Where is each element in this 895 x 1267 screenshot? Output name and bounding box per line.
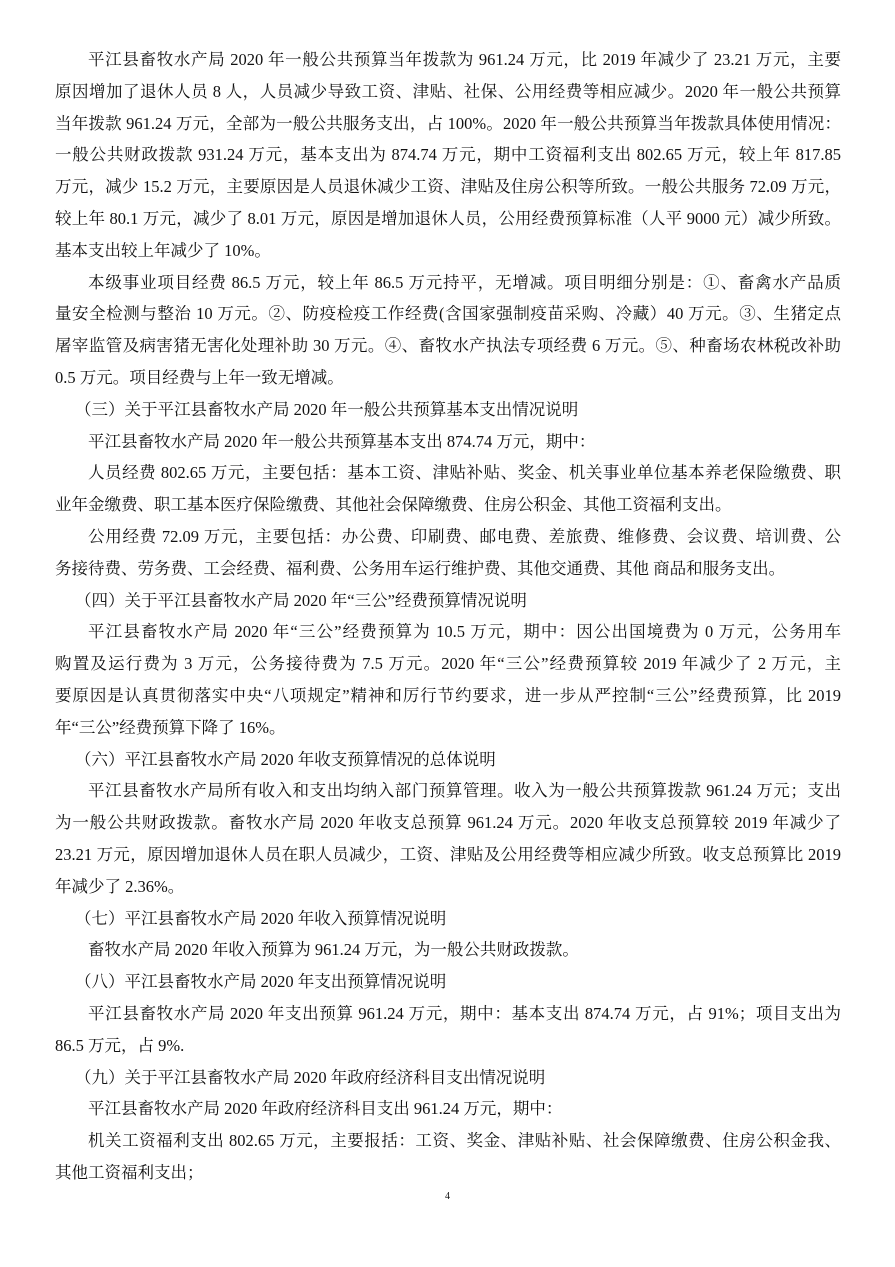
paragraph [55, 775, 841, 902]
text-line: 0.5 万元。项目经费与上年一致无增减。 [55, 367, 344, 387]
paragraph [55, 426, 841, 458]
section-heading [55, 585, 841, 617]
text-line: 较上年 80.1 万元，减少了 8.01 万元，原因是增加退休人员，公用经费预算标准（人平 9000 元）减少所致。 [55, 208, 842, 228]
paragraph [55, 934, 841, 966]
paragraph [55, 616, 841, 743]
text-line: 平江县畜牧水产局 2020 年一般公共预算基本支出 874.74 万元，期中： [88, 431, 596, 451]
text-line: （七）平江县畜牧水产局 2020 年收入预算情况说明 [75, 908, 447, 928]
text-line: 本级事业项目经费 86.5 万元，较上年 86.5 万元持平，无增减。项目明细分别是：①、畜禽水产品质 [88, 272, 841, 292]
text-line: 业年金缴费、职工基本医疗保险缴费、其他社会保障缴费、住房公积金、其他工资福利支出。 [55, 495, 732, 515]
paragraph [55, 44, 841, 267]
paragraph [55, 998, 841, 1062]
text-line: 购置及运行费为 3 万元，公务接待费为 7.5 万元。2020 年“三公”经费预算较 2019 年减少了 2 万元，主 [55, 654, 841, 674]
text-line: 平江县畜牧水产局 2020 年支出预算 961.24 万元，期中：基本支出 874.74 万元，占 91%；项目支出为 [88, 1003, 841, 1023]
section-heading [55, 1062, 841, 1094]
page-number: 4 [445, 1191, 450, 1202]
paragraph [55, 457, 841, 521]
text-line: 务接待费、劳务费、工会经费、福利费、公务用车运行维护费、其他交通费、其他 商品和服务支出。 [55, 558, 786, 578]
text-line: 公用经费 72.09 万元，主要包括：办公费、印刷费、邮电费、差旅费、维修费、会议费、培训费、公 [88, 526, 841, 546]
paragraph [55, 267, 841, 394]
text-line: 为一般公共财政拨款。畜牧水产局 2020 年收支总预算 961.24 万元。2020 年收支总预算较 2019 年减少了 [55, 813, 841, 833]
text-line: 平江县畜牧水产局所有收入和支出均纳入部门预算管理。收入为一般公共预算拨款 961.24 万元；支出 [88, 781, 841, 801]
paragraph [55, 1093, 841, 1125]
text-line: （四）关于平江县畜牧水产局 2020 年“三公”经费预算情况说明 [75, 590, 527, 610]
text-line: 平江县畜牧水产局 2020 年政府经济科目支出 961.24 万元，期中： [88, 1099, 563, 1119]
text-line: 23.21 万元，原因增加退休人员在职人员减少，工资、津贴及公用经费等相应减少所致。收支总预算比 2019 [55, 844, 842, 864]
text-line: 其他工资福利支出； [55, 1162, 204, 1182]
text-line: 基本支出较上年减少了 10%。 [55, 240, 271, 260]
text-line: 屠宰监管及病害猪无害化处理补助 30 万元。④、畜牧水产执法专项经费 6 万元。⑤、种畜场农林税改补助 [55, 336, 841, 356]
section-heading [55, 394, 841, 426]
section-heading [55, 966, 841, 998]
text-line: 年减少了 2.36%。 [55, 876, 185, 896]
text-line: 量安全检测与整治 10 万元。②、防疫检疫工作经费(含国家强制疫苗采购、冷藏）40 万元。③、生猪定点 [55, 304, 841, 324]
text-line: （三）关于平江县畜牧水产局 2020 年一般公共预算基本支出情况说明 [75, 399, 579, 419]
section-heading [55, 903, 841, 935]
text-line: 86.5 万元，占 9%. [55, 1035, 185, 1055]
text-line: 机关工资福利支出 802.65 万元，主要报括：工资、奖金、津贴补贴、社会保障缴费、住房公积金我、 [88, 1131, 841, 1151]
text-line: （六）平江县畜牧水产局 2020 年收支预算情况的总体说明 [75, 749, 496, 769]
text-line: 平江县畜牧水产局 2020 年一般公共预算当年拨款为 961.24 万元，比 2019 年减少了 23.21 万元，主要 [88, 50, 841, 69]
text-line: （八）平江县畜牧水产局 2020 年支出预算情况说明 [75, 972, 447, 992]
paragraph [55, 1125, 841, 1189]
text-line: 畜牧水产局 2020 年收入预算为 961.24 万元，为一般公共财政拨款。 [88, 940, 579, 960]
section-heading [55, 744, 841, 776]
text-line: 平江县畜牧水产局 2020 年“三公”经费预算为 10.5 万元，期中：因公出国境费为 0 万元，公务用车 [88, 622, 841, 642]
document-body [55, 44, 841, 1189]
text-line: 原因增加了退休人员 8 人，人员减少导致工资、津贴、社保、公用经费等相应减少。2020 年一般公共预算 [55, 81, 841, 101]
text-line: 当年拨款 961.24 万元，全部为一般公共服务支出，占 100%。2020 年一般公共预算当年拨款具体使用情况： [55, 113, 841, 133]
paragraph [55, 521, 841, 585]
text-line: 一般公共财政拨款 931.24 万元，基本支出为 874.74 万元，期中工资福利支出 802.65 万元，较上年 817.85 [55, 145, 841, 165]
text-line: 人员经费 802.65 万元，主要包括：基本工资、津贴补贴、奖金、机关事业单位基本养老保险缴费、职 [88, 463, 841, 483]
text-line: 年“三公”经费预算下降了 16%。 [55, 717, 286, 737]
text-line: 要原因是认真贯彻落实中央“八项规定”精神和厉行节约要求，进一步从严控制“三公”经费预算，比 2019 [55, 685, 841, 705]
text-line: 万元，减少 15.2 万元，主要原因是人员退休减少工资、津贴及住房公积等所致。一般公共服务 72.09 万元， [55, 177, 841, 197]
text-line: （九）关于平江县畜牧水产局 2020 年政府经济科目支出情况说明 [75, 1067, 546, 1087]
